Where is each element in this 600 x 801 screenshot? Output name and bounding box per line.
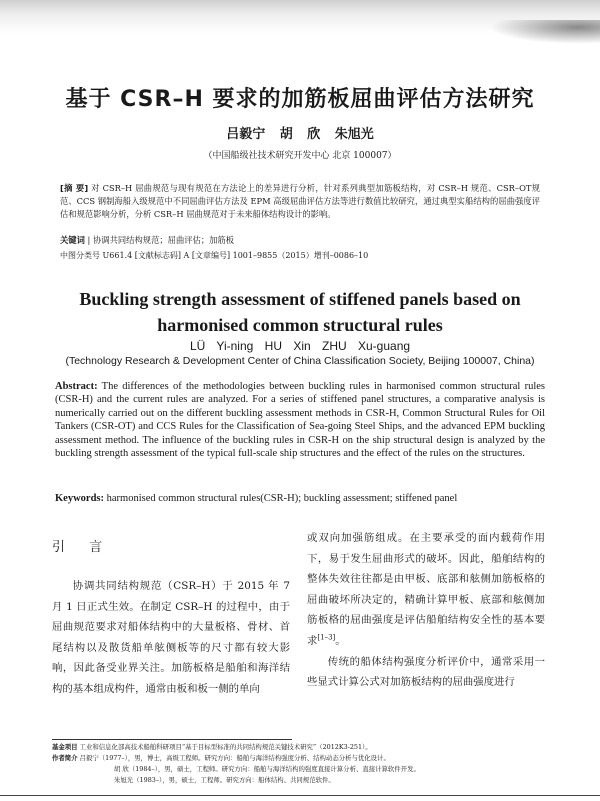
english-keywords-label: Keywords: <box>55 493 104 504</box>
english-abstract-text: The differences of the methodologies between buckling rules in harmonised common structural rules (CSR-H) and the current rules are analyzed. For a series of stiffened panel structures, a comparative analysis is numerically carried out on the different buckling assessment methods in CSR-H, Common Structural Rules for Oil Tankers (CSR-OT) and CCS Rules for the Classification of Sea-going Steel Ships, and the advanced EPM buckling assessment method. The influence of the buckling rules in CSR-H on the ship structural design is analyzed by the buckling strength assessment of the typical full-scale ship structures and the effect of the rules on the structures. <box>55 381 545 460</box>
footnotes <box>52 742 552 786</box>
body-paragraph: 协调共同结构规范（CSR–H）于 2015 年 7 月 1 日正式生效。在制定 CSR–H 的过程中，由于屈曲规范要求对船体结构中的大量板格、骨材、首尾结构以及散货船单舷侧板等的尺寸都有较大影响，因此备受业界关注。加筋板格是船舶和海洋结构的基本组成构件，通常由板和板一侧的单向 <box>52 580 290 695</box>
english-abstract <box>55 380 545 460</box>
page-bottom-rule <box>0 795 600 796</box>
english-abstract-label: Abstract: <box>55 381 98 392</box>
chinese-abstract <box>60 182 540 221</box>
english-keywords <box>55 492 545 505</box>
classification-number-line: 中图分类号 U661.4 [文献标志码] A [文章编号] 1001–9855（2015）增刊–0086–10 <box>60 251 369 260</box>
footnote-author-3: 朱旭光（1983–），男，硕士，工程师。研究方向：船体结构、共同规范软件。 <box>114 776 335 784</box>
chinese-affiliation: （中国船级社技术研究开发中心 北京 100007） <box>203 151 397 161</box>
footnote-divider <box>52 739 292 740</box>
chinese-title: 基于 CSR–H 要求的加筋板屈曲评估方法研究 <box>65 87 535 112</box>
english-authors: LÜ Yi-ning HU Xin ZHU Xu-guang <box>189 339 411 353</box>
body-paragraph-text: 或双向加强筋组成。在主要承受的面内载荷作用下，易于发生屈曲形式的破坏。因此，船舶结构的整体失效往往都是由甲板、底部和舷侧加筋板格的屈曲破坏所决定的，精确计算甲板、底部和舷侧加筋板格的屈曲强度是评估船舶结构安全性的基本要求 <box>307 532 545 647</box>
english-title <box>0 286 600 338</box>
chinese-abstract-label: [摘 要] <box>60 183 89 193</box>
footnote-author <box>52 753 552 764</box>
chinese-keywords-text: 协调共同结构规范；屈曲评估；加筋板 <box>92 235 235 245</box>
footnote-fund-text: 工业和信息化部高技术船舶科研项目“基于目标型标准的共同结构规范关键技术研究”（2012K3-251）。 <box>79 743 372 751</box>
chinese-abstract-text: 对 CSR–H 屈曲规范与现有规范在方法论上的差异进行分析，针对系列典型加筋板结构，对 CSR–H 规范、CSR–OT规范、CCS 钢制海船入级规范中不同屈曲评估方法及 EPM 高级屈曲评估方法等进行数值比较研究，通过典型实船结构的屈曲强度评估和规范影响分析，分析 CSR–H 屈曲规范对于未来船体结构设计的影响。 <box>60 183 540 219</box>
body-paragraph: 传统的船体结构强度分析评价中，通常采用一些显式计算公式对加筋板结构的屈曲强度进行 <box>307 655 545 689</box>
footnote-author-label: 作者简介 <box>52 754 78 762</box>
body-left-column <box>52 538 290 700</box>
footnote-fund <box>52 742 552 753</box>
english-affiliation: (Technology Research & Development Center of China Classification Society, Beijing 100007, China) <box>65 355 535 367</box>
section-heading-introduction: 引 言 <box>52 540 113 555</box>
english-title-line-1: Buckling strength assessment of stiffened panels based on <box>79 289 521 309</box>
body-right-column <box>307 528 545 693</box>
chinese-keywords-label: 关键词 <box>60 235 85 245</box>
body-paragraph: 或双向加强筋组成。在主要承受的面内载荷作用下，易于发生屈曲形式的破坏。因此，船舶结构的整体失效往往都是由甲板、底部和舷侧加筋板格的屈曲破坏所决定的，精确计算甲板、底部和舷侧加筋板格的屈曲强度是评估船舶结构安全性的基本要求[1–3]。 <box>307 532 545 647</box>
citation: [1–3] <box>317 633 336 642</box>
chinese-authors: 吕毅宁 胡 欣 朱旭光 <box>226 127 374 142</box>
english-title-line-2: harmonised common structural rules <box>157 315 443 335</box>
footnote-author-2: 胡 欣（1984–），男，硕士，工程师。研究方向：船舶与海洋结构的强度直接计算分析、直接计算软件开发。 <box>114 765 420 773</box>
footnote-fund-label: 基金项目 <box>52 743 78 751</box>
chinese-keywords: 关键词 | 协调共同结构规范；屈曲评估；加筋板 <box>60 235 235 245</box>
scan-shadow <box>0 0 600 34</box>
footnote-author-1: 吕毅宁（1977–），男，博士，高级工程师。研究方向：船舶与海洋结构强度分析、结构动态分析与优化设计。 <box>79 754 390 762</box>
english-keywords-text: harmonised common structural rules(CSR-H); buckling assessment; stiffened panel <box>106 493 458 504</box>
